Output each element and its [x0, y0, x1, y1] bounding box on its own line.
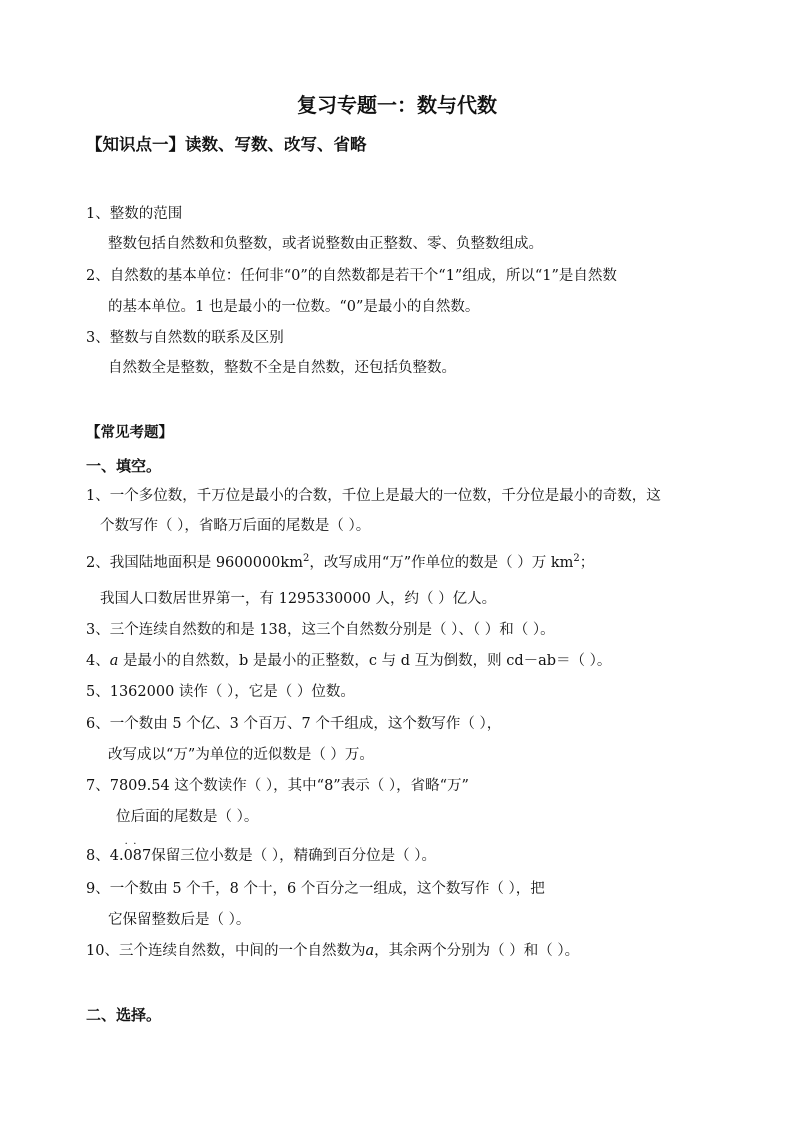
section-heading-knowledge-point-1: 【知识点一】读数、写数、改写、省略 — [86, 135, 367, 154]
question-8-text: 保留三位小数是（ ），精确到百分位是（ ）。 — [151, 848, 436, 864]
superscript: 2 — [302, 553, 310, 565]
math-variable: a — [365, 943, 375, 959]
question-3: 3、三个连续自然数的和是 138，这三个自然数分别是（ ）、（ ）和（ ）。 — [86, 622, 555, 638]
question-4-text: 是最小的自然数，b 是最小的正整数，c 与 d 互为倒数，则 cd－ab＝（ ）。 — [118, 653, 612, 669]
question-8 — [86, 846, 436, 866]
repeating-decimal-digits: · · 087 — [124, 846, 152, 866]
question-1-line-2: 个数写作（ ），省略万后面的尾数是（ ）。 — [100, 518, 371, 534]
item-text: 自然数的基本单位：任何非“0”的自然数都是若干个“1”组成，所以“1”是自然数 — [109, 268, 617, 284]
question-2-line-2: 我国人口数居世界第一，有 1295330000 人，约（ ）亿人。 — [100, 591, 497, 607]
item-number: 3、 — [86, 330, 110, 346]
question-2-text-mid: ，改写成用“万”作单位的数是（ ）万 km — [309, 555, 574, 571]
question-2-text: 2、我国陆地面积是 9600000km — [86, 555, 303, 571]
question-8-number: 8、4. — [86, 848, 124, 864]
question-4-number: 4、 — [86, 653, 110, 669]
knowledge-item-3-detail: 自然数全是整数，整数不全是自然数，还包括负整数。 — [108, 360, 456, 376]
question-10 — [86, 941, 579, 961]
question-1-line-1: 1、一个多位数，千万位是最小的合数，千位上是最大的一位数，千分位是最小的奇数，这 — [86, 488, 661, 504]
part-heading-fill-in: 一、填空。 — [86, 457, 162, 475]
question-6-line-1: 6、一个数由 5 个亿、3 个百万、7 个千组成，这个数写作（ ）， — [86, 716, 502, 732]
question-5: 5、1362000 读作（ ），它是（ ）位数。 — [86, 684, 355, 700]
knowledge-item-1 — [86, 204, 182, 224]
question-7-line-2: 位后面的尾数是（ ）。 — [116, 809, 259, 825]
question-10-text-end: ，其余两个分别为（ ）和（ ）。 — [374, 943, 580, 959]
item-text: 整数的范围 — [109, 206, 183, 222]
knowledge-item-3 — [86, 328, 284, 348]
question-7-line-1: 7、7809.54 这个数读作（ ），其中“8”表示（ ），省略“万” — [86, 778, 469, 794]
item-number: 2、 — [86, 268, 110, 284]
part-heading-multiple-choice: 二、选择。 — [86, 1006, 162, 1024]
superscript: 2 — [573, 553, 580, 565]
question-2-line-1 — [86, 553, 594, 573]
item-text: 整数与自然数的联系及区别 — [109, 330, 284, 346]
section-heading-common-questions: 【常见考题】 — [86, 424, 173, 441]
question-9-line-2: 它保留整数后是（ ）。 — [108, 912, 251, 928]
question-4 — [86, 651, 611, 671]
question-2-text-end: ； — [579, 555, 595, 571]
item-number: 1、 — [86, 206, 110, 222]
knowledge-item-2-continued: 的基本单位。1 也是最小的一位数。“0”是最小的自然数。 — [108, 299, 480, 315]
math-variable: a — [109, 653, 119, 669]
question-10-text: 10、三个连续自然数，中间的一个自然数为 — [86, 943, 366, 959]
question-6-line-2: 改写成以“万”为单位的近似数是（ ）万。 — [108, 747, 374, 763]
page-title: 复习专题一：数与代数 — [297, 93, 497, 117]
question-9-line-1: 9、一个数由 5 个千，8 个十，6 个百分之一组成，这个数写作（ ），把 — [86, 881, 545, 897]
knowledge-item-2 — [86, 266, 617, 286]
knowledge-item-1-detail: 整数包括自然数和负整数，或者说整数由正整数、零、负整数组成。 — [108, 236, 543, 252]
